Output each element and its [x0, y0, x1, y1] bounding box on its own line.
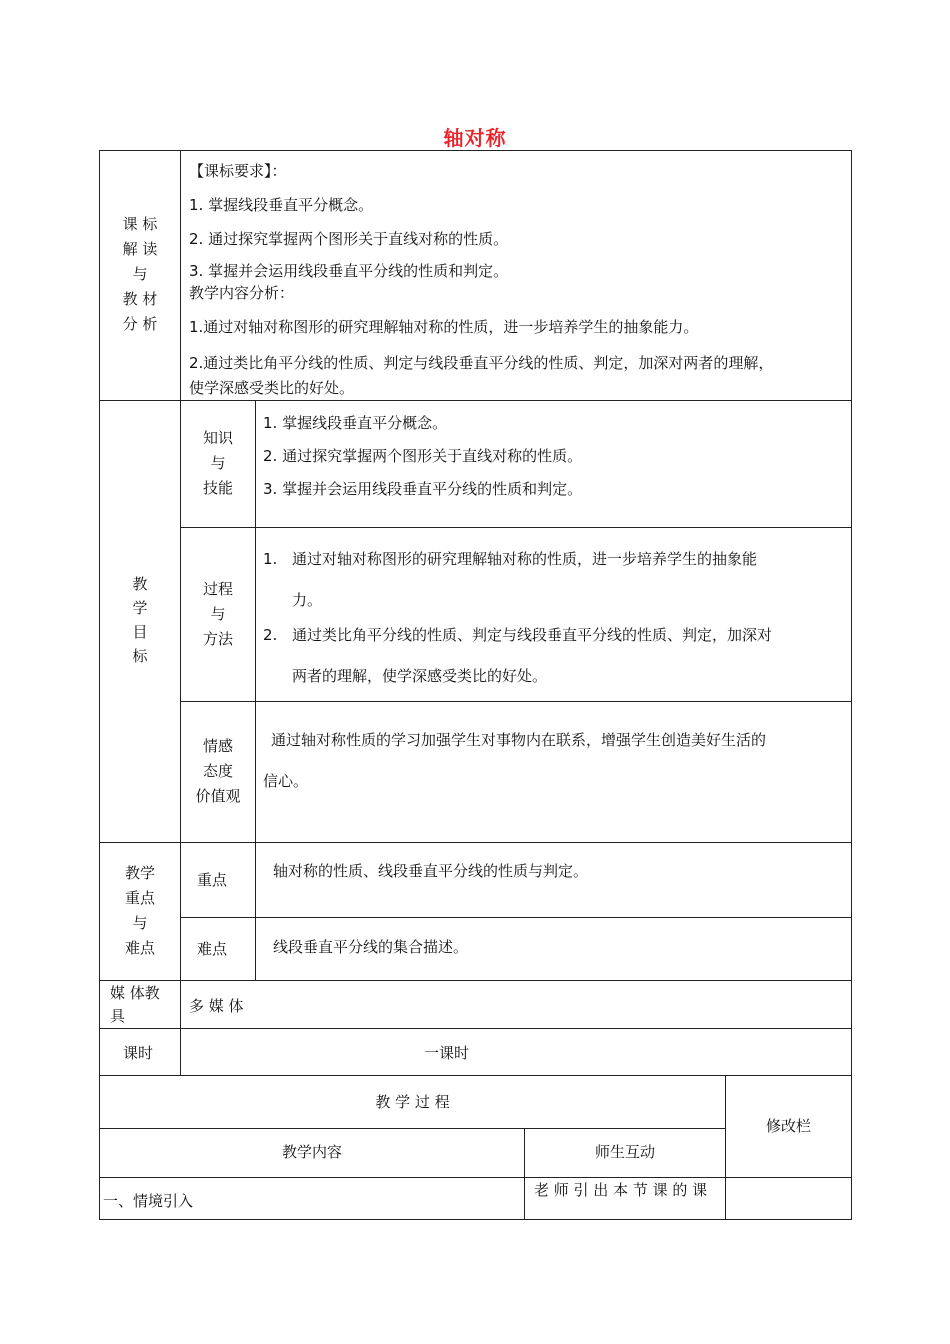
curriculum-item: 2. 通过探究掌握两个图形关于直线对称的性质。: [189, 230, 509, 248]
media-value: 多 媒 体: [189, 997, 244, 1015]
knowledge-item: 1. 掌握线段垂直平分概念。: [263, 414, 448, 432]
difficulty-text: 线段垂直平分线的集合描述。: [273, 938, 469, 956]
key-point-label: 重点: [197, 871, 228, 889]
period-value: 一课时: [424, 1044, 470, 1062]
process-label: 过程 与 方法: [202, 580, 233, 648]
analysis-header: 教学内容分析：: [189, 284, 295, 302]
process-table-title: 教 学 过 程: [375, 1093, 450, 1111]
emotion-text-cont: 信心。: [263, 772, 309, 790]
knowledge-label: 知识 与 技能: [202, 429, 233, 497]
page-title: 轴对称: [443, 126, 507, 150]
emotion-text: 通过轴对称性质的学习加强学生对事物内在联系，增强学生创造美好生活的: [271, 731, 767, 749]
curriculum-item: 1. 掌握线段垂直平分概念。: [189, 196, 374, 214]
knowledge-item: 3. 掌握并会运用线段垂直平分线的性质和判定。: [263, 480, 583, 498]
curriculum-item: 3. 掌握并会运用线段垂直平分线的性质和判定。: [189, 262, 509, 280]
media-label: 媒 体教: [110, 984, 160, 1002]
revision-column-label: 修改栏: [765, 1117, 811, 1135]
key-point-text: 轴对称的性质、线段垂直平分线的性质与判定。: [273, 862, 589, 880]
process-item-number: 2.: [263, 626, 278, 644]
table-row-content: 一、情境引入: [103, 1192, 194, 1210]
process-item-cont: 两者的理解，使学深感受类比的好处。: [292, 667, 548, 685]
table-row-interaction: 老 师 引 出 本 节 课 的 课: [534, 1181, 708, 1199]
curriculum-header: 【课标要求】：: [189, 162, 287, 180]
column-header-interaction: 师生互动: [594, 1143, 655, 1161]
analysis-item-cont: 使学深感受类比的好处。: [189, 379, 355, 397]
analysis-item: 2.通过类比角平分线的性质、判定与线段垂直平分线的性质、判定，加深对两者的理解，: [189, 354, 774, 372]
analysis-item: 1.通过对轴对称图形的研究理解轴对称的性质，进一步培养学生的抽象能力。: [189, 318, 699, 336]
media-label-cont: 具: [110, 1007, 126, 1025]
difficulty-label: 难点: [197, 940, 228, 958]
process-item-cont: 力。: [292, 591, 323, 609]
knowledge-item: 2. 通过探究掌握两个图形关于直线对称的性质。: [263, 447, 583, 465]
column-header-content: 教学内容: [281, 1143, 342, 1161]
emotion-label: 情感 态度 价值观: [195, 737, 241, 805]
section2-label: 教 学 目 标: [132, 575, 148, 665]
section3-label: 教学 重点 与 难点: [124, 864, 155, 957]
period-label: 课时: [123, 1044, 154, 1062]
process-item-number: 1.: [263, 550, 278, 568]
section1-label: 课 标 解 读 与 教 材 分 析: [122, 215, 158, 333]
process-item: 通过对轴对称图形的研究理解轴对称的性质，进一步培养学生的抽象能: [292, 550, 758, 568]
process-item: 通过类比角平分线的性质、判定与线段垂直平分线的性质、判定，加深对: [292, 626, 773, 644]
